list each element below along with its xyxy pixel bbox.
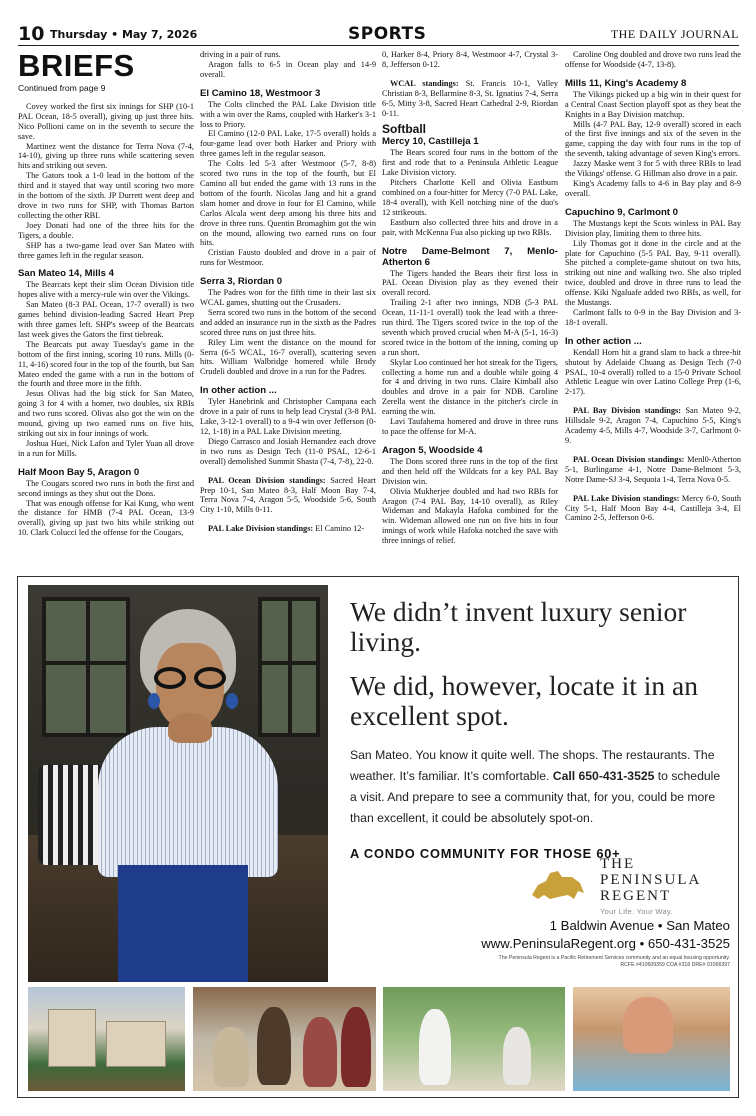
paragraph: The Bears scored four runs in the bottom of the first and rode that to a Peninsula Athletic League Lake Division victory. [382, 148, 558, 178]
ad-fineprint: The Peninsula Regent is a Pacific Retirement Services community and an equal housing opportunity. RCFE #410509359 COA #318 DRE# 01066397 [498, 955, 730, 968]
article-column-3 [382, 50, 558, 570]
paragraph: Skylar Loo continued her hot streak for the Tigers, collecting a home run and a double while going 4 for 4 and driving in two runs. Claire Kimball also doubles and drove in a pair for NDB. Caroline Zerella went the distance in the pitcher's circle in earning the win. [382, 357, 558, 417]
standings-paragraph [200, 476, 376, 516]
person [341, 1007, 371, 1087]
person [623, 997, 673, 1053]
subhead-half-moon-bay-aragon: Half Moon Bay 5, Aragon 0 [18, 466, 140, 478]
hands [168, 713, 212, 743]
paragraph: Trailing 2-1 after two innings, NDB (5-3 PAL Ocean, 11-11-1 overall) took the lead with a three-run third. The Tigers scored twice in the top of the seventh which proved crucial when M-A (5-1, 16-3) scored twice in the bottom of the inning, coming up a run short. [382, 298, 558, 357]
paragraph: The Padres won for the fifth time in their last six WCAL games, shutting out the Crusaders. [200, 288, 376, 308]
paragraph: The Vikings picked up a big win in their quest for a Central Coast Section playoff spot as they beat the Knights in a Bay Division matchup. [565, 89, 741, 119]
ad-body [350, 745, 730, 829]
ad-body-text: San Mateo. You know it quite well. The shops. The restaurants. The weather. It’s familiar. It’s comfortable. [350, 748, 715, 783]
standings-paragraph [565, 494, 741, 524]
subhead-mills-kings-academy: Mills 11, King's Academy 8 [565, 77, 687, 89]
skirt [118, 865, 248, 982]
paragraph: Jesus Olivas had the big stick for San Mateo, going 3 for 4 with a homer, two doubles, six RBIs and two runs scored. Olivas also got the win on the mound, giving up two earned runs on five hits, striking out six in four innings of work. [18, 389, 194, 438]
paragraph: Riley Lim went the distance on the mound for Serra (6-5 WCAL, 16-7 overall), scattering seven hits. William Walbridge homered while Brody Crudeli doubled and drove in a run for the Padres. [200, 337, 376, 377]
paragraph: Joey Donati had one of the three hits for the Tigers, a double. [18, 220, 194, 240]
paragraph: The Mustangs kept the Scots winless in PAL Bay Division play, limiting them to three hits. [565, 218, 741, 238]
subhead-san-mateo-mills: San Mateo 14, Mills 4 [18, 268, 114, 280]
person [213, 1027, 249, 1087]
paragraph: Lavi Taufahema homered and drove in three runs to pace the offense for M-A. [382, 417, 558, 436]
standings-label: PAL Bay Division standings: [573, 406, 682, 416]
standings-label: PAL Lake Division standings: [208, 524, 314, 534]
subhead-mercy-castilleja: Mercy 10, Castilleja 1 [382, 136, 479, 148]
ad-website-phone[interactable]: www.PeninsulaRegent.org • 650-431-3525 [481, 936, 730, 951]
paragraph: Aragon falls to 6-5 in Ocean play and 14-9 overall. [200, 59, 376, 79]
ad-photo-senior-woman [28, 585, 328, 982]
standings-label: PAL Ocean Division standings: [208, 475, 326, 485]
paragraph: Carlmont falls to 0-9 in the Bay Division and 3-18-1 overall. [565, 307, 741, 327]
ad-headline-2: We did, however, locate it in an excellent spot. [350, 670, 698, 731]
standings-text: El Camino 12- [313, 524, 365, 534]
standings-paragraph [565, 455, 741, 485]
logo-text-regent: REGENT [600, 888, 672, 904]
subhead-aragon-woodside: Aragon 5, Woodside 4 [382, 444, 483, 456]
standings-text: St. Francis 10-1, Valley Christian 8-3, Bellarmine 8-3, St. Ignatius 7-4, Serra 6-5, Mitty 3-8, Sacred Heart Cathedral 2-9, Riordan 0-11. [382, 78, 558, 118]
person [419, 1009, 451, 1085]
paragraph: 0, Harker 8-4, Priory 8-4, Westmoor 4-7, Crystal 3-8, Jefferson 0-12. [382, 50, 558, 69]
paragraph: The Bearcats put away Tuesday's game in the bottom of the first inning, scoring 10 runs. Mills (0-11, 4-16) scored four in the top of the fourth, but San Mateo ended the game with a run in the bottom of the fourth and three more in the fifth. [18, 339, 194, 389]
paragraph: Serra scored two runs in the bottom of the second and added an insurance run in the sixth as the Padres scored three runs on just three hits. [200, 307, 376, 337]
earring [226, 693, 238, 709]
paragraph: The Colts led 5-3 after Westmoor (5-7, 8-8) scored two runs in the top of the fourth, but El Camino all but ended the game with 13 runs in the bottom of the fourth. Nicolas Jang and hit a grand slam homer and drove in four for El Camino, while Carlos Alcala went deep among his three hits and drove in three runs. Quentin Bromaghim got the win on the mound, allowing two earned runs on four hits. [200, 159, 376, 248]
ad-tagline: A CONDO COMMUNITY FOR THOSE 60+ [350, 846, 621, 861]
paragraph: SHP has a two-game lead over San Mateo with three games left in the regular season. [18, 240, 194, 260]
article-column-4 [565, 50, 741, 570]
photo-tennis-couple [383, 987, 565, 1091]
newspaper-name: THE DAILY JOURNAL [610, 27, 739, 41]
paragraph: Kendall Horn hit a grand slam to back a three-hit shutout by Adelaide Chuang as Design Tech (7-0 PSAL, 10-4 overall) rolled to a 15-0 Private School Athletic League win over Latino College Prep (1-6, 2-17). [565, 347, 741, 397]
lion-icon [528, 865, 588, 905]
paragraph: driving in a pair of runs. [200, 50, 281, 59]
paragraph: The Gators took a 1-0 lead in the bottom of the third and it stayed that way until scoring two more in the bottom of the sixth. JP Durrett went deep and drove in two runs for SHP, with Thomas Barton collecting the other RBI. [18, 171, 194, 220]
continued-note: Continued from page 9 [18, 83, 106, 93]
building [106, 1021, 166, 1067]
subhead-other-action: In other action ... [200, 385, 277, 397]
paragraph: Lily Thomas got it done in the circle and at the plate for Capuchino (5-5 PAL Bay, 9-11 overall). She pitched a complete-game shutout on two hits, striking out nine and walking two. She also tripled twice, doubled and drove in three runs to lead the offense. Kiki Ngaluafe added two RBIs, as well, for the Mustangs. [565, 238, 741, 308]
blouse [98, 727, 278, 877]
issue-date: Thursday • May 7, 2026 [50, 28, 198, 41]
page-number: 10 [18, 23, 45, 45]
standings-text: Mercy 6-0, South City 5-1, Half Moon Bay 4-4, Castilleja 3-4, El Camino 2-5, Jefferson 0-6. [565, 493, 741, 523]
paragraph: The Dons scored three runs in the top of the first and then held off the Wildcats for a key PAL Bay Division win. [382, 456, 558, 486]
building [48, 1009, 96, 1067]
standings-paragraph [565, 406, 741, 446]
photo-swimmer [573, 987, 730, 1091]
paragraph: Covey worked the first six innings for SHP (10-1 PAL Ocean, 18-5 overall), giving up just three hits. Nico Pollioni came on in the seventh to secure the save. [18, 101, 194, 141]
paragraph: Diego Carrasco and Josiah Hernandez each drove in two runs as Design Tech (11-0 PSAL, 12-6-1 overall) demolished Summit Shasta (7-4, 7-8), 22-0. [200, 436, 376, 466]
standings-paragraph [382, 79, 558, 119]
subhead-capuchino-carlmont: Capuchino 9, Carlmont 0 [565, 206, 679, 218]
paragraph: Cristian Fausto doubled and drove in a pair of runs for Westmoor. [200, 248, 376, 268]
standings-text: Sacred Heart Prep 10-1, San Mateo 8-3, Half Moon Bay 7-4, Terra Nova 7-4, Aragon 5-5, Woodside 5-6, South City 1-10, Mills 0-11. [200, 475, 376, 515]
person [257, 1007, 291, 1085]
person [303, 1017, 337, 1087]
paragraph: The Cougars scored two runs in both the first and second innings as they shut out the Dons. [18, 478, 194, 498]
subhead-serra-riordan: Serra 3, Riordan 0 [200, 276, 283, 288]
paragraph: King's Academy falls to 4-6 in Bay play and 8-9 overall. [565, 178, 741, 198]
standings-label: PAL Lake Division standings: [573, 493, 680, 503]
paragraph: Martinez went the distance for Terra Nova (7-4, 14-10), giving up three runs while scattering seven hits and striking out seven. [18, 141, 194, 171]
standings-paragraph [200, 524, 376, 534]
briefs-title: BRIEFS [18, 50, 135, 83]
standings-label: PAL Ocean Division standings: [573, 454, 685, 464]
subhead-el-camino-westmoor: El Camino 18, Westmoor 3 [200, 87, 321, 99]
paragraph: Joshua Huei, Nick Lafon and Tyler Yuan all drove in a run for Mills. [18, 438, 194, 458]
photo-building-exterior [28, 987, 185, 1091]
paragraph: Tyler Hanebrink and Christopher Campana each drove in a pair of runs to help lead Crystal (3-8 PAL Lake, 3-12-1 overall) to a 9-4 win over Jefferson (0-12, 1-18) in a PAL Lake Division meeting. [200, 397, 376, 436]
paragraph: Mills (4-7 PAL Bay, 12-9 overall) scored in each of the first five innings and six of the seven in the game, capping the day with four runs in the top of the seventh, taking advantage of seven King's errors. [565, 119, 741, 159]
paragraph: San Mateo (8-3 PAL Ocean, 17-7 overall) is two games behind division-leading Sacred Heart Prep with three games left. SHP's sweep of the Bearcats last week gives the Gators the first tiebreak. [18, 300, 194, 339]
paragraph: Caroline Ong doubled and drove two runs lead the offense for Woodside (4-7, 13-8). [565, 50, 741, 69]
paragraph: That was enough offense for Kai Kung, who went the distance for HMB (7-4 PAL Ocean, 13-9 overall), giving up just two hits while striking out 10. Clark Colucci led the offense for the Cougars, [18, 498, 194, 538]
article-column-1 [18, 50, 194, 570]
window-decor [42, 597, 130, 737]
peninsula-regent-logo [528, 855, 718, 915]
logo-text-the: THE [600, 856, 636, 872]
paragraph: Olivia Mukherjee doubled and had two RBIs for Aragon (7-4 PAL Bay, 14-10 overall), as Riley Wideman and Makayla Hafoka combined for the win. Wideman allowed one run on five hits in four innings of work while Hafoka notched the save with three innings of relief. [382, 486, 558, 546]
ad-body-text: to schedule a visit. And prepare to see a community that, for you, could be more than excellent, it could be absolutely spot-on. [350, 769, 721, 825]
section-title: SPORTS [348, 24, 427, 44]
paragraph: Pitchers Charlotte Kell and Olivia Eastburn combined on a four-hitter for Mercy (7-0 PAL Lake, 18-4 overall), with Kell notching nine of the duo's 12 strikeouts. [382, 178, 558, 217]
person [503, 1027, 531, 1085]
paragraph: Jazzy Maske went 3 for 5 with three RBIs to lead the Vikings' offense. G Hillman also drove in a pair. [565, 159, 741, 179]
glasses-icon [154, 667, 228, 689]
standings-text: San Mateo 9-2, Hillsdale 9-2, Aragon 7-4, Capuchino 5-5, King's Academy 4-5, Mills 4-7, Woodside 3-7, Carlmont 0-9. [565, 406, 741, 445]
paragraph: Eastburn also collected three hits and drove in a pair, with McKenna Fua also picking up two RBIs. [382, 217, 558, 237]
standings-label: WCAL standings: [390, 78, 459, 88]
subhead-ndnb-menlo-atherton: Notre Dame-Belmont 7, Menlo-Atherton 6 [382, 245, 558, 268]
paragraph: The Colts clinched the PAL Lake Division title with a win over the Rams, coupled with Harker's 3-1 loss to Priory. [200, 99, 376, 129]
paragraph: The Tigers handed the Bears their first loss in PAL Ocean Division play as they evened their overall record. [382, 268, 558, 298]
ad-copy [350, 597, 730, 861]
ad-address: 1 Baldwin Avenue • San Mateo [549, 918, 730, 933]
ad-headline-1: We didn’t invent luxury senior living. [350, 596, 687, 657]
earring [148, 693, 160, 709]
masthead [18, 24, 739, 46]
section-heading-softball: Softball [382, 122, 426, 137]
standings-text: Menl0-Atherton 5-1, Burlingame 4-1, Notre Dame-Belmont 5-3, Notre Dame-SJ 3-4, Sequoia 1-4, Terra Nova 0-5. [565, 454, 741, 484]
window-decor [258, 597, 320, 737]
ad-phone-callout[interactable]: Call 650-431-3525 [552, 769, 655, 783]
paragraph: The Bearcats kept their slim Ocean Division title hopes alive with a mercy-rule win over the Vikings. [18, 280, 194, 300]
photo-group-dining [193, 987, 376, 1091]
ad-address-block [454, 917, 730, 953]
advertisement-peninsula-regent[interactable] [17, 576, 739, 1098]
article-column-2 [200, 50, 376, 570]
logo-text-peninsula: PENINSULA [600, 872, 702, 888]
subhead-other-action: In other action ... [565, 335, 642, 347]
paragraph: El Camino (12-0 PAL Lake, 17-5 overall) holds a four-game lead over both Harker and Priory with three games left in the regular season. [200, 129, 376, 159]
logo-subtitle: Your Life. Your Way. [600, 907, 673, 916]
